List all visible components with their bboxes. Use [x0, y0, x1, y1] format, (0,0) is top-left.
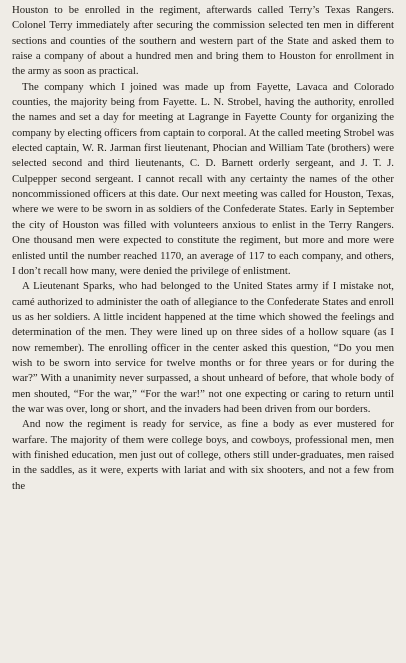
paragraph-2: The company which I joined was made up from Fayette, Lavaca and Colorado counties, the majority being from Fayette. L. N. Strobel, having the authority, enrolled the names and set a day for meeting at Lagrange in Fayette County for organizing the company by electing officers from captain to corporal. At the called meeting Strobel was elected captain, W. R. Jarman first lieutenant, Phocian and William Tate (brothers) were selected second and third lieutenants, C. D. Barnett orderly sergeant, and J. T. J. Culpepper second sergeant. I cannot recall with any certainty the names of the other noncommissioned officers at this date. Our next meeting was called for Houston, Texas, where we were to be sworn in as soldiers of the Confederate States. Early in September the city of Houston was filled with volunteers anxious to enlist in the Terry Rangers. One thousand men were expected to constitute the regiment, but more and more were enlisted until the number reached 1170, an average of 117 to each company, and others, I don’t recall how many, were denied the privilege of enlistment. — [12, 80, 394, 277]
paragraph-4: And now the regiment is ready for service, as fine a body as ever mustered for warfare. The majority of them were college boys, and cowboys, professional men, men with finished education, men just out of college, others still under-graduates, men raised in the saddles, as it were, experts with lariat and with six shooters, and not a few from the — [12, 418, 394, 492]
paragraph-1: Houston to be enrolled in the regiment, afterwards called Terry’s Texas Rangers. Colonel Terry immediately after securing the commission selected ten men in different sections and counties of the southern and western part of the State and asked them to raise a company of about a hundred men and bring them to Houston for enrollment in the army as soon as practical. — [12, 4, 394, 78]
paragraph-3: A Lieutenant Sparks, who had belonged to the United States army if I mistake not, camé authorized to administer the oath of allegiance to the Confederate States and enroll us as her soldiers. A little incident happened at the time which showed the feelings and determination of the men. They were lined up on three sides of a hollow square (as I now remember). The enrolling officer in the center asked this question, “Do you men wish to be sworn into service for twelve months or for three years or for during the war?” With a unanimity never surpassed, a shout unheard of before, that whole body of men shouted, “For the war,” “For the war!” not one expecting or caring to return until the war was over, long or short, and the invaders had been driven from our borders. — [12, 280, 394, 415]
